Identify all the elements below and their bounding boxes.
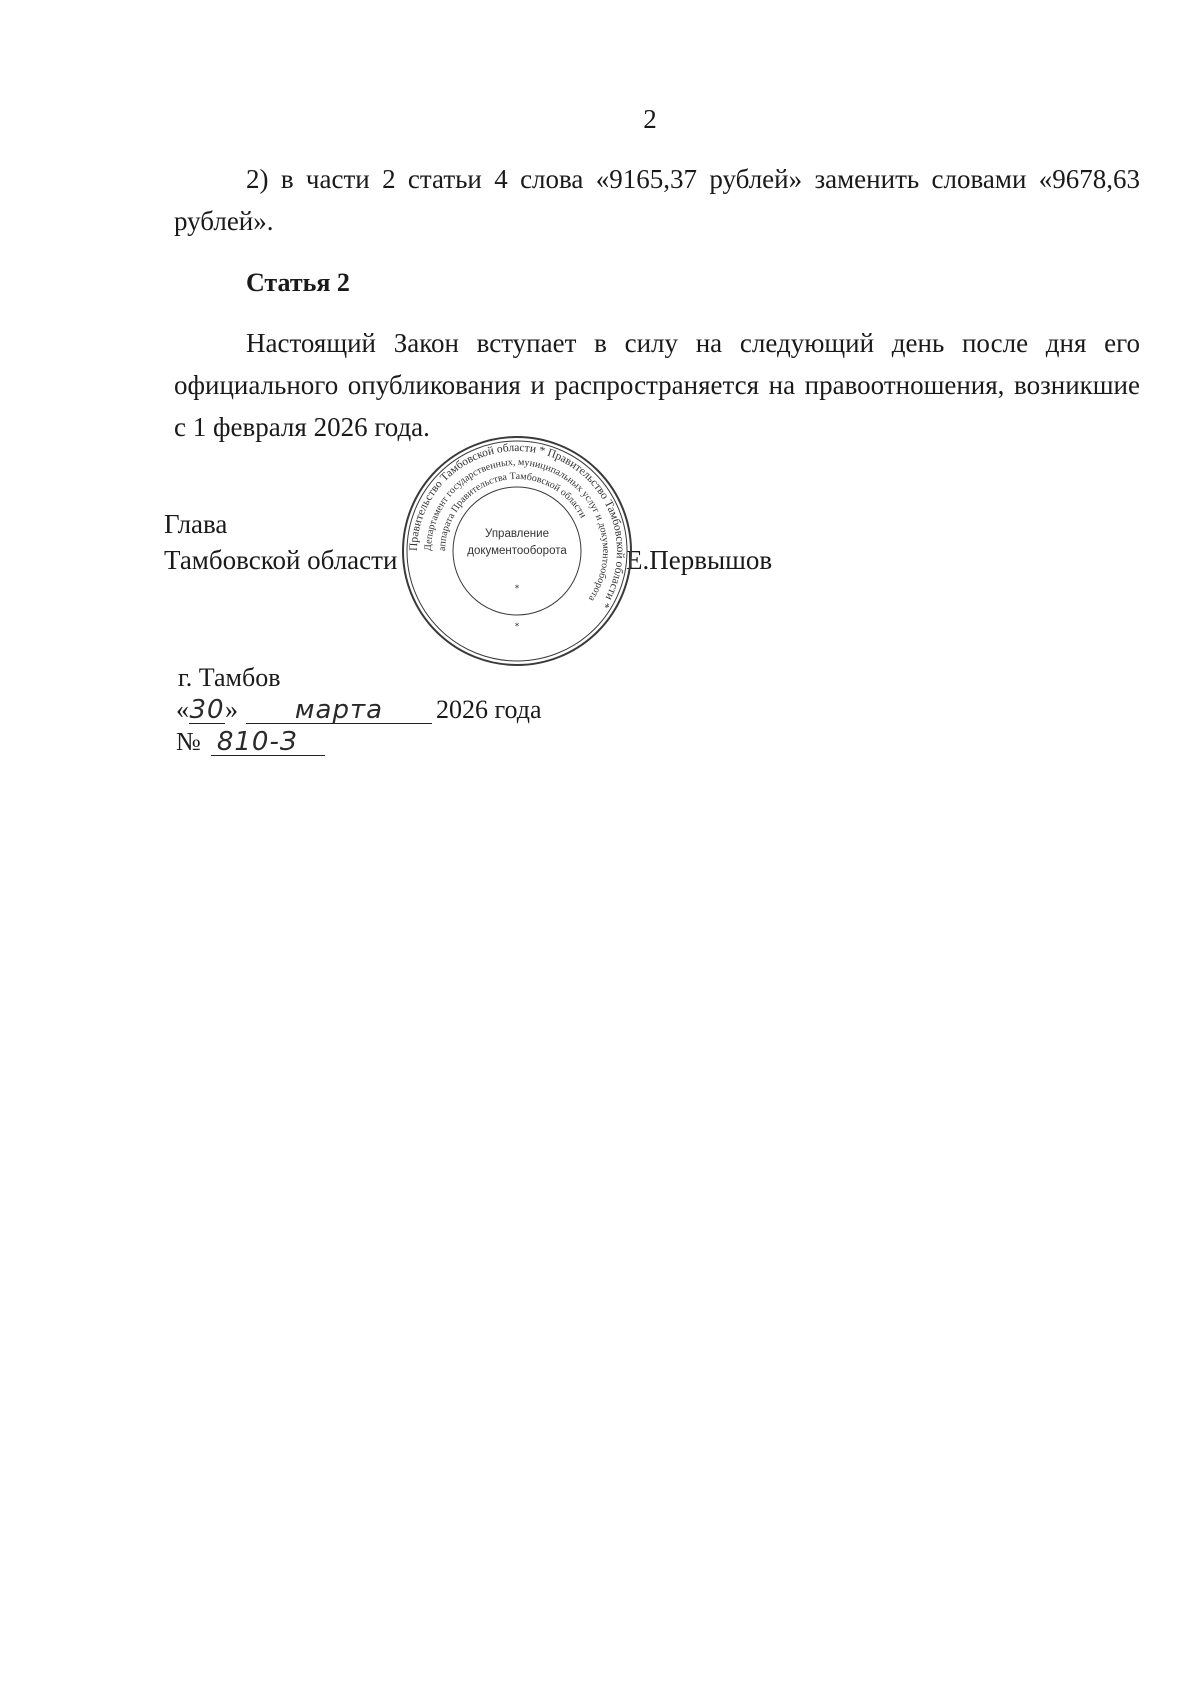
date-day-handwritten: 30: [189, 695, 225, 725]
article-heading: Статья 2: [246, 268, 350, 297]
seal-outer-text: Правительство Тамбовской области * Правительство Тамбовской области *: [407, 441, 627, 611]
law-number-handwritten: 810-З: [211, 729, 325, 756]
amendment-paragraph: 2) в части 2 статьи 4 слова «9165,37 рублей» заменить словами «9678,63 рублей».: [174, 164, 1140, 236]
date-month-handwritten: марта: [246, 697, 432, 724]
signing-date: [176, 694, 542, 726]
seal-star-icon: *: [514, 584, 520, 594]
seal-center-line-1: Управление: [485, 528, 549, 540]
seal-center: [455, 526, 579, 560]
date-close-quote: »: [225, 695, 238, 724]
signatory-title-line-1: Глава: [164, 509, 228, 539]
seal-inner-text: аппарата Правительства Тамбовской области: [436, 470, 589, 552]
date-year: 2026 года: [436, 695, 542, 724]
seal-middle-text: Департамент государственных, муниципальных услуг и документооборота: [422, 456, 612, 604]
seal-star-icon: *: [514, 622, 520, 632]
entry-into-force-paragraph: Настоящий Закон вступает в силу на следующий день после дня его официального опубликования и распространяется на правоотношения, возникшие с 1 февраля 2026 года.: [174, 328, 1140, 442]
signatory-name: Е.Первышов: [626, 545, 773, 575]
date-open-quote: «: [176, 695, 189, 724]
law-number: [176, 726, 325, 758]
number-sign: №: [176, 727, 201, 756]
official-seal: [400, 434, 634, 668]
page-number: 2: [643, 104, 657, 134]
place-of-signing: г. Тамбов: [178, 663, 281, 692]
signatory-title-line-2: Тамбовской области: [164, 545, 398, 575]
seal-center-line-2: документооборота: [467, 545, 567, 557]
